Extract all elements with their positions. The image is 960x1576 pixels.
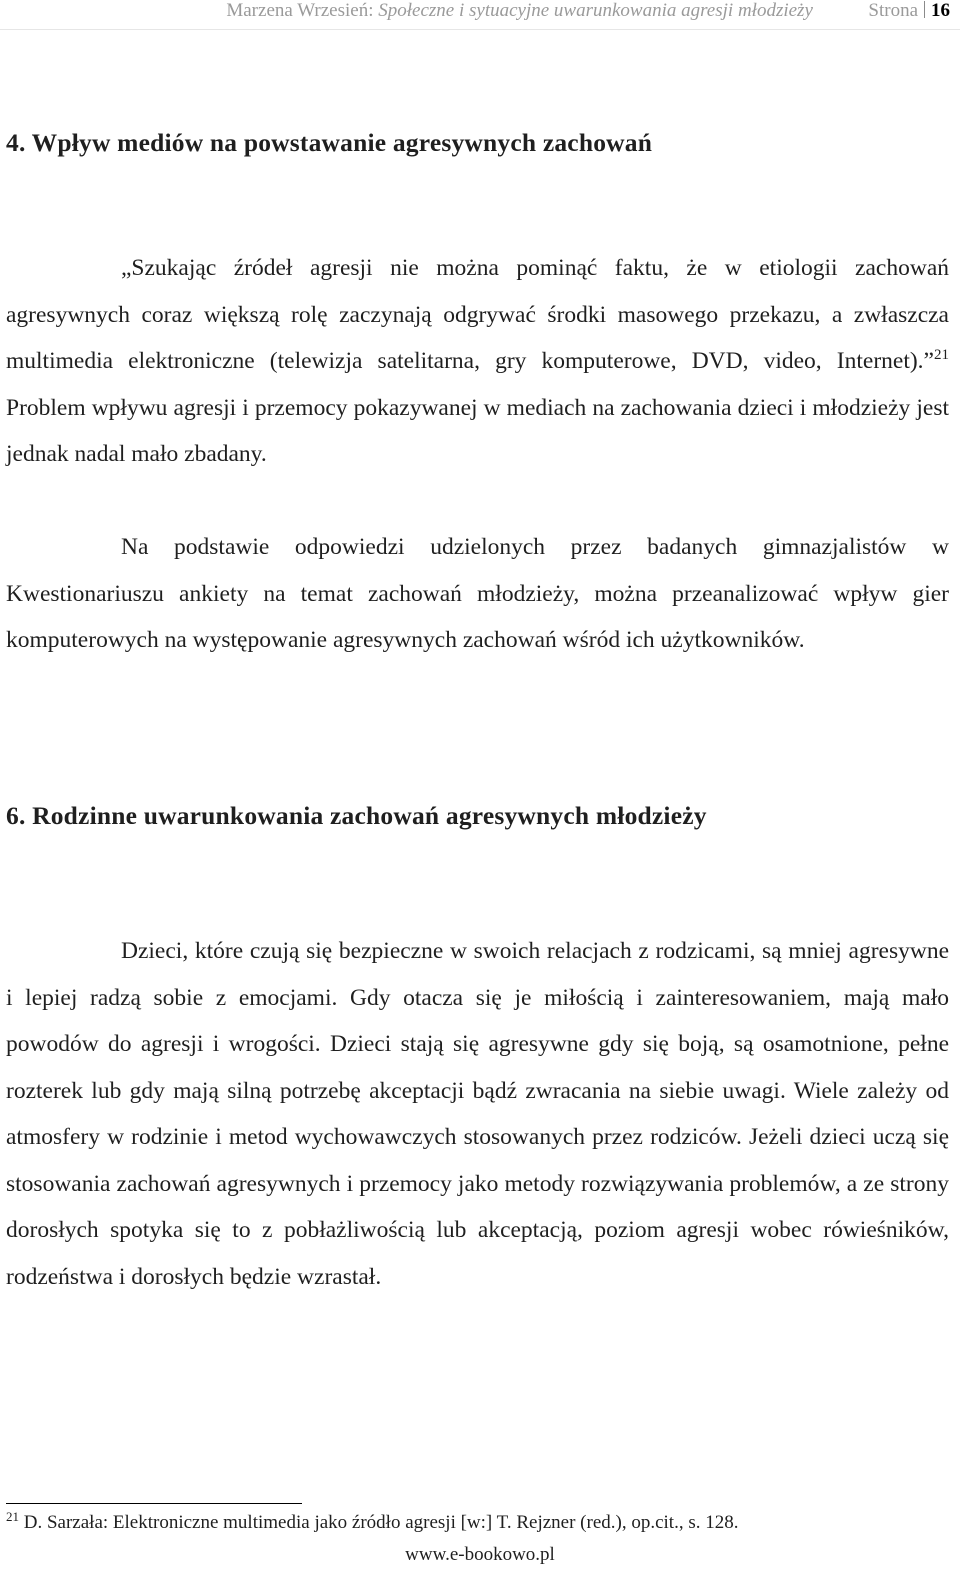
section-6-paragraph (6, 928, 949, 1300)
paragraph-2-text: Na podstawie odpowiedzi udzielonych przez badanych gimnazjalistów w Kwestionariuszu ankiety na temat zachowań młodzieży, można przeanalizować wpływ gier komputerowych na występowanie agresywnych zachowań wśród ich użytkowników. (6, 534, 949, 653)
header-page-number: 16 (931, 0, 950, 21)
header-rule (0, 29, 960, 30)
footnote-reference[interactable]: 21 (934, 347, 949, 363)
section-4-paragraph-1 (6, 245, 949, 478)
quote-continuation: Problem wpływu agresji i przemocy pokazywanej w mediach na zachowania dzieci i młodzieży jest jednak nadal mało zbadany. (6, 394, 949, 467)
quote-text: „Szukając źródeł agresji nie można pominąć faktu, że w etiologii zachowań agresywnych coraz większą rolę zaczynają odgrywać środki masowego przekazu, a zwłaszcza multimedia elektroniczne (telewizja satelitarna, gry komputerowe, DVD, video, Internet).” (6, 255, 949, 374)
footer-site-link[interactable]: www.e-bookowo.pl (405, 1544, 555, 1565)
header-author: Marzena Wrzesień: (226, 0, 374, 21)
header-work-title: Społeczne i sytuacyjne uwarunkowania agresji młodzieży (378, 0, 813, 21)
footnote (6, 1509, 946, 1534)
header-separator (924, 1, 925, 18)
section-6-text: Dzieci, które czują się bezpieczne w swoich relacjach z rodzicami, są mniej agresywne i lepiej radzą sobie z emocjami. Gdy otacza się je miłością i zainteresowaniem, mają mało powodów do agresji i wrogości. Dzieci stają się agresywne gdy się boją, są osamotnione, pełne rozterek lub gdy mają silną potrzebę akceptacji bądź zwracania na siebie uwagi. Wiele zależy od atmosfery w rodzinie i metod wychowawczych stosowanych przez rodziców. Jeżeli dzieci uczą się stosowania zachowań agresywnych i przemocy jako metody rozwiązywania problemów, a ze strony dorosłych spotyka się to z pobłażliwością lub akceptacją, poziom agresji wobec rówieśników, rodzeństwa i dorosłych będzie wzrastał. (6, 938, 949, 1290)
footnote-number: 21 (6, 1509, 19, 1524)
running-header (0, 0, 950, 30)
section-4-heading: 4. Wpływ mediów na powstawanie agresywnych zachowań (6, 128, 653, 157)
section-4-paragraph-2 (6, 524, 949, 664)
footnote-rule (6, 1503, 302, 1504)
header-page-label: Strona (868, 0, 918, 21)
section-6-heading: 6. Rodzinne uwarunkowania zachowań agresywnych młodzieży (6, 801, 707, 830)
footnote-text: D. Sarzała: Elektroniczne multimedia jako źródło agresji [w:] T. Rejzner (red.), op.cit., s. 128. (19, 1512, 739, 1533)
